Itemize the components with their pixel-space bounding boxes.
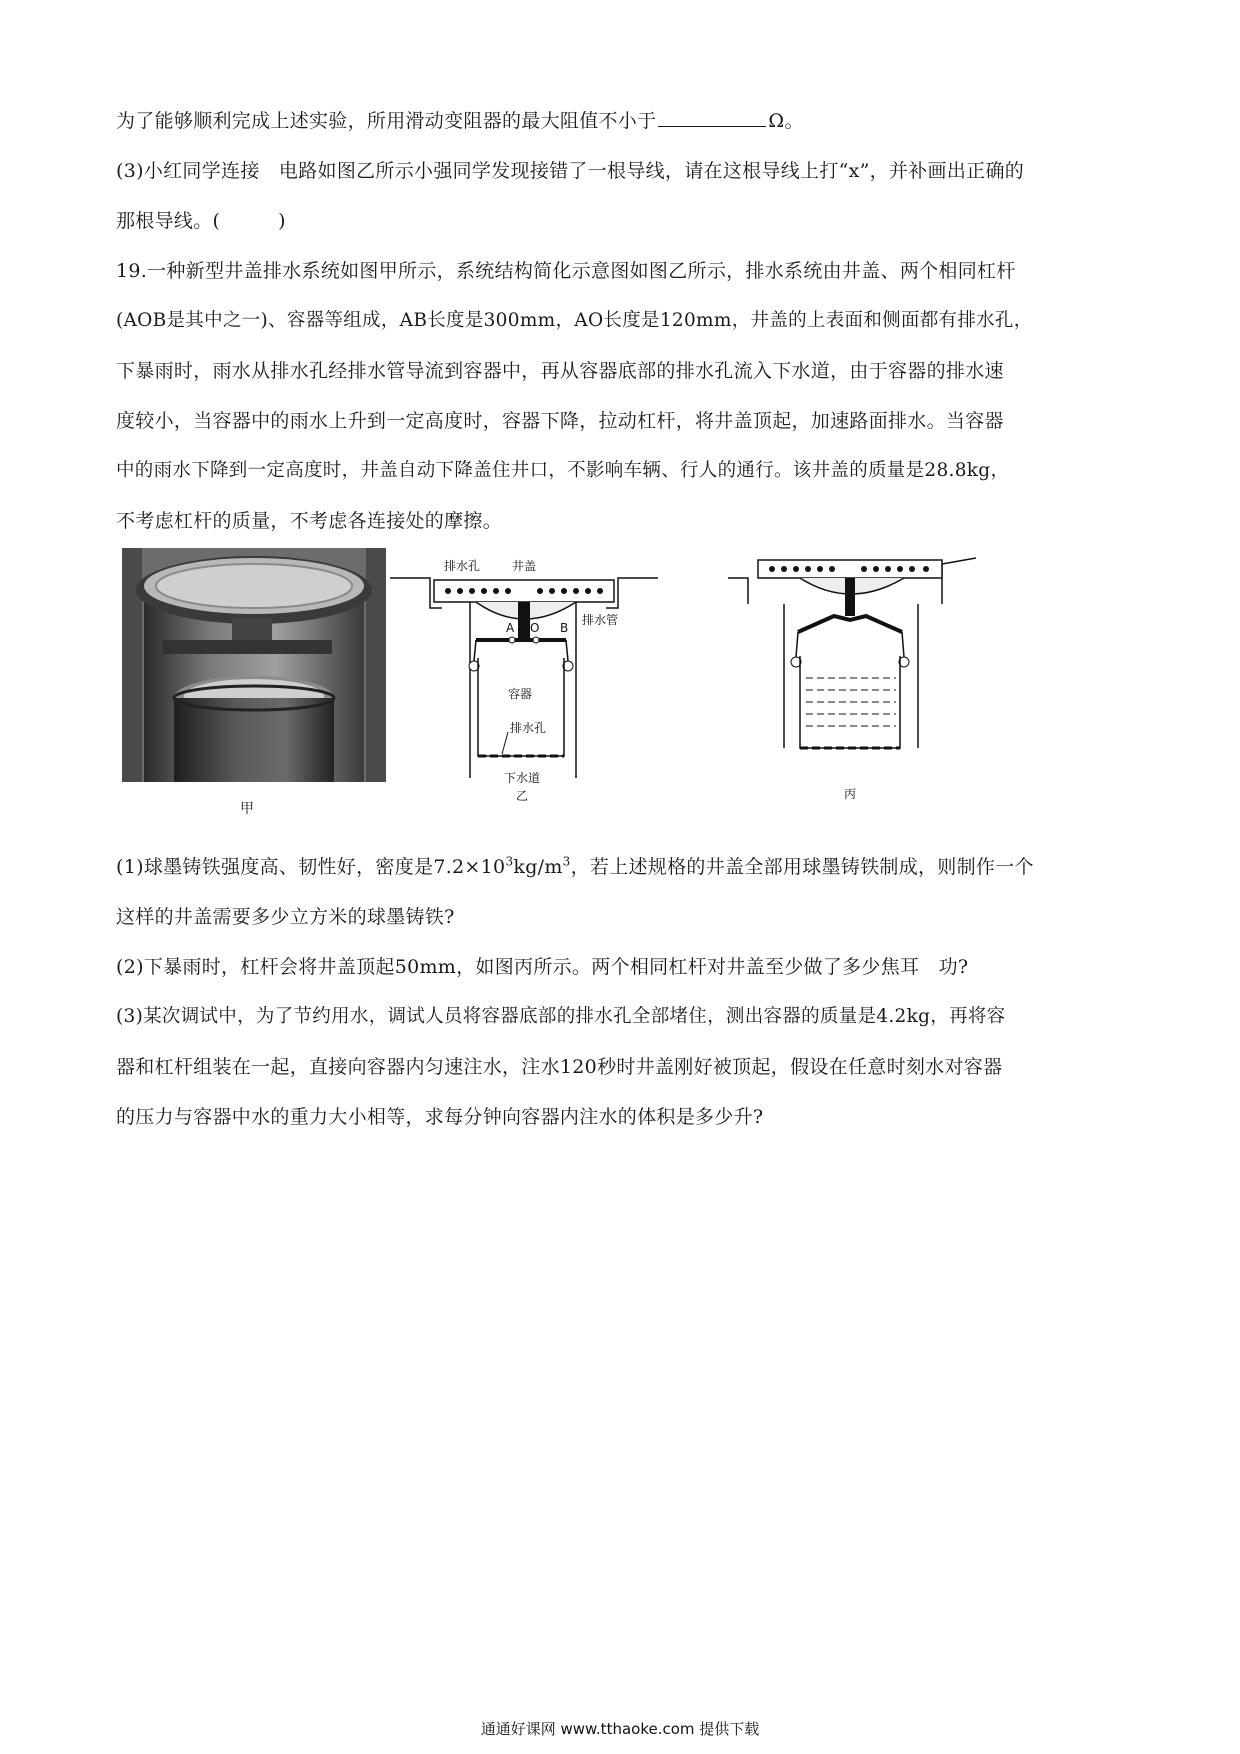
text-line-7: 度较小，当容器中的雨水上升到一定高度时，容器下降，拉动杠杆，将井盖顶起，加速路面排水。当容器 — [116, 410, 1004, 432]
text-line-3: 那根导线。( ) — [116, 210, 286, 232]
text-line-6: 下暴雨时，雨水从排水孔经排水管导流到容器中，再从容器底部的排水孔流入下水道，由于容器的排水速 — [116, 360, 1004, 382]
q1-unit: kg/m — [513, 856, 563, 878]
question-19-part-3-line-1: (3)某次调试中，为了节约用水，调试人员将容器底部的排水孔全部堵住，测出容器的质量是4.2kg，再将容 — [116, 1006, 1006, 1027]
text-line-8: 中的雨水下降到一定高度时，井盖自动下降盖住井口，不影响车辆、行人的通行。该井盖的质量是28.8kg， — [116, 460, 1010, 481]
text-line-2: (3)小红同学连接 电路如图乙所示小强同学发现接错了一根导线，请在这根导线上打“x”，并补画出正确的 — [116, 160, 1025, 182]
text-line-5: (AOB是其中之一)、容器等组成，AB长度是300mm，AO长度是120mm，井盖的上表面和侧面都有排水孔， — [116, 310, 1033, 331]
line1-unit: Ω。 — [768, 110, 804, 132]
q1-text-b: ，若上述规格的井盖全部用球墨铸铁制成，则制作一个 — [570, 856, 1034, 878]
text-line-9: 不考虑杠杆的质量，不考虑各连接处的摩擦。 — [116, 510, 503, 532]
figure-group — [122, 548, 982, 822]
label-A: A — [506, 621, 515, 635]
line1-text: 为了能够顺利完成上述实验，所用滑动变阻器的最大阻值不小于 — [116, 110, 657, 132]
question-19-part-2: (2)下暴雨时，杠杆会将井盖顶起50mm，如图丙所示。两个相同杠杆对井盖至少做了多少焦耳 功? — [116, 956, 969, 978]
question-19-part-3-line-2: 器和杠杆组装在一起，直接向容器内匀速注水，注水120秒时井盖刚好被顶起，假设在任意时刻水对容器 — [116, 1056, 1003, 1078]
label-B: B — [560, 621, 569, 635]
diagram-yi — [390, 548, 700, 822]
photo-jia — [122, 548, 386, 782]
label-O: O — [530, 621, 540, 635]
question-19-part-3-line-3: 的压力与容器中水的重力大小相等，求每分钟向容器内注水的体积是多少升? — [116, 1106, 764, 1128]
label-rongqi: 容器 — [508, 687, 533, 701]
q1-text-a: (1)球墨铸铁强度高、韧性好，密度是7.2×10 — [116, 856, 506, 878]
question-19-part-1-line-2: 这样的井盖需要多少立方米的球墨铸铁? — [116, 906, 455, 928]
diagram-bing — [728, 548, 998, 822]
label-jinggai: 井盖 — [512, 559, 537, 573]
label-paishuiguan: 排水管 — [582, 613, 619, 627]
caption-jia: 甲 — [240, 801, 254, 817]
page-footer: 通通好课网 www.tthaoke.com 提供下载 — [480, 1720, 760, 1738]
question-19-part-1-line-1 — [116, 852, 1136, 879]
text-line-1 — [116, 106, 1136, 133]
label-xiashuidao: 下水道 — [504, 771, 541, 785]
caption-yi: 乙 — [516, 789, 529, 803]
q1-sup-cubic: 3 — [562, 854, 571, 869]
label-paishuikong: 排水孔 — [444, 559, 481, 573]
label-paishuikong-2: 排水孔 — [510, 721, 547, 735]
answer-blank[interactable] — [658, 108, 766, 127]
caption-bing: 丙 — [844, 787, 857, 801]
question-19-stem: 19.一种新型井盖排水系统如图甲所示，系统结构简化示意图如图乙所示，排水系统由井盖、两个相同杠杆 — [116, 260, 1016, 282]
q1-sup-exponent: 3 — [505, 854, 514, 869]
